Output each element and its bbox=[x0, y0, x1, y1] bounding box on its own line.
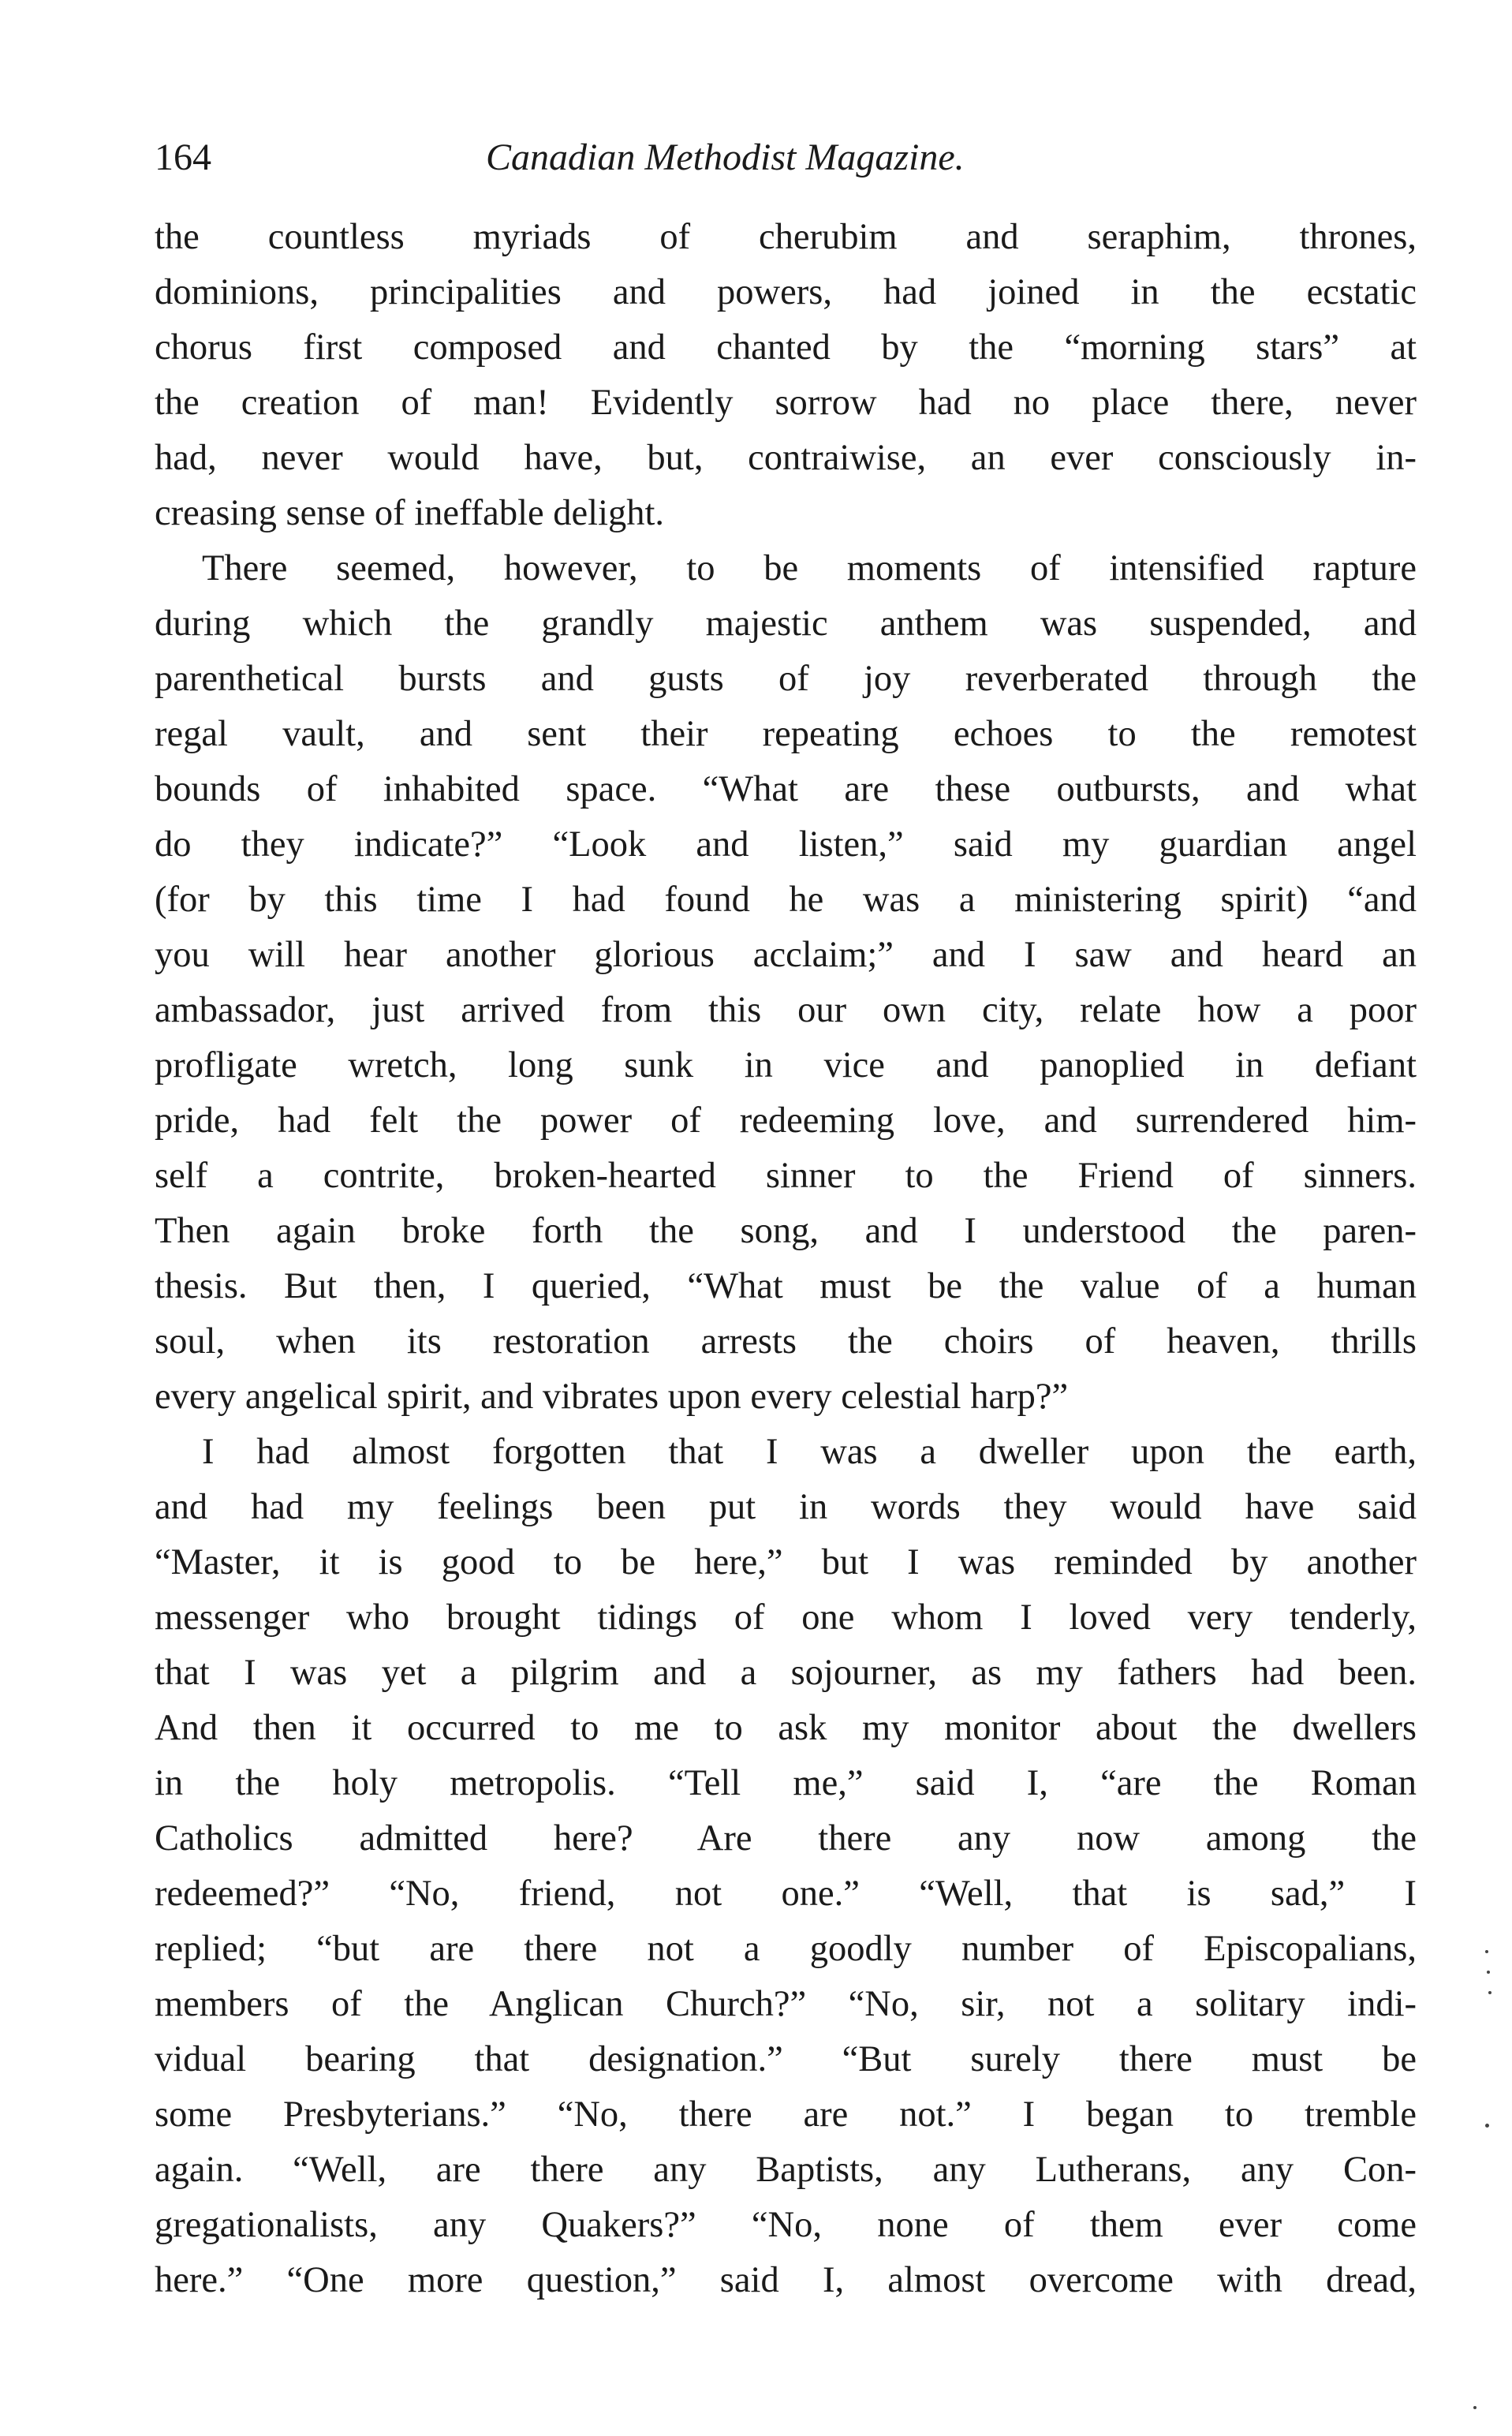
text-line: dominions, principalities and powers, had joined in the ecstatic bbox=[155, 272, 1417, 312]
text-line: Then again broke forth the song, and I understood the paren- bbox=[155, 1211, 1417, 1251]
text-line: redeemed?” “No, friend, not one.” “Well, that is sad,” I bbox=[155, 1874, 1417, 1914]
text-line: (for by this time I had found he was a ministering spirit) “and bbox=[155, 880, 1417, 920]
text-line: creasing sense of ineffable delight. bbox=[155, 493, 665, 533]
page-number: 164 bbox=[155, 136, 211, 178]
text-line: members of the Anglican Church?” “No, sir, not a solitary indi- bbox=[155, 1984, 1417, 2024]
text-line: here.” “One more question,” said I, almost overcome with dread, bbox=[155, 2260, 1417, 2300]
text-line: parenthetical bursts and gusts of joy reverberated through the bbox=[155, 659, 1417, 699]
text-line: “Master, it is good to be here,” but I was reminded by another bbox=[155, 1542, 1417, 1582]
text-line: again. “Well, are there any Baptists, any Lutherans, any Con- bbox=[155, 2150, 1417, 2190]
scan-speck bbox=[1473, 2406, 1477, 2409]
paragraph-start-line: I had almost forgotten that I was a dweller upon the earth, bbox=[202, 1432, 1417, 1472]
text-line: do they indicate?” “Look and listen,” said my guardian angel bbox=[155, 824, 1417, 865]
book-page bbox=[155, 134, 1417, 2308]
text-line: pride, had felt the power of redeeming love, and surrendered him- bbox=[155, 1100, 1417, 1141]
text-line: in the holy metropolis. “Tell me,” said I, “are the Roman bbox=[155, 1763, 1417, 1803]
text-line: regal vault, and sent their repeating echoes to the remotest bbox=[155, 714, 1417, 754]
body-text bbox=[155, 210, 1417, 2308]
paragraph-start-line: There seemed, however, to be moments of intensified rapture bbox=[202, 548, 1417, 588]
text-line: that I was yet a pilgrim and a sojourner, as my fathers had been. bbox=[155, 1653, 1417, 1693]
text-line: And then it occurred to me to ask my monitor about the dwellers bbox=[155, 1708, 1417, 1748]
text-line: during which the grandly majestic anthem was suspended, and bbox=[155, 603, 1417, 644]
text-line: vidual bearing that designation.” “But surely there must be bbox=[155, 2039, 1417, 2079]
scan-speck bbox=[1488, 1991, 1491, 1994]
scan-speck bbox=[1485, 1950, 1488, 1953]
scan-speck bbox=[1487, 1971, 1490, 1974]
text-line: some Presbyterians.” “No, there are not.” I began to tremble bbox=[155, 2094, 1417, 2135]
running-title: Canadian Methodist Magazine. bbox=[486, 136, 965, 178]
scan-speck bbox=[1485, 2124, 1489, 2128]
page-header bbox=[155, 134, 1417, 196]
text-line: gregationalists, any Quakers?” “No, none of them ever come bbox=[155, 2205, 1417, 2245]
text-line: chorus first composed and chanted by the “morning stars” at bbox=[155, 327, 1417, 368]
text-line: soul, when its restoration arrests the choirs of heaven, thrills bbox=[155, 1321, 1417, 1362]
text-line: ambassador, just arrived from this our own city, relate how a poor bbox=[155, 990, 1417, 1030]
text-line: had, never would have, but, contraiwise, an ever consciously in- bbox=[155, 438, 1417, 478]
text-line: the creation of man! Evidently sorrow had no place there, never bbox=[155, 383, 1417, 423]
text-line: self a contrite, broken-hearted sinner to the Friend of sinners. bbox=[155, 1156, 1417, 1196]
text-line: replied; “but are there not a goodly number of Episcopalians, bbox=[155, 1929, 1417, 1969]
text-line: Catholics admitted here? Are there any now among the bbox=[155, 1818, 1417, 1859]
text-line: the countless myriads of cherubim and seraphim, thrones, bbox=[155, 217, 1417, 257]
text-line: messenger who brought tidings of one whom I loved very tenderly, bbox=[155, 1597, 1417, 1638]
text-line: every angelical spirit, and vibrates upon every celestial harp?” bbox=[155, 1377, 1069, 1417]
text-line: bounds of inhabited space. “What are these outbursts, and what bbox=[155, 769, 1417, 809]
text-line: profligate wretch, long sunk in vice and panoplied in defiant bbox=[155, 1045, 1417, 1085]
text-line: thesis. But then, I queried, “What must be the value of a human bbox=[155, 1266, 1417, 1306]
text-line: and had my feelings been put in words they would have said bbox=[155, 1487, 1417, 1527]
text-line: you will hear another glorious acclaim;” and I saw and heard an bbox=[155, 935, 1417, 975]
